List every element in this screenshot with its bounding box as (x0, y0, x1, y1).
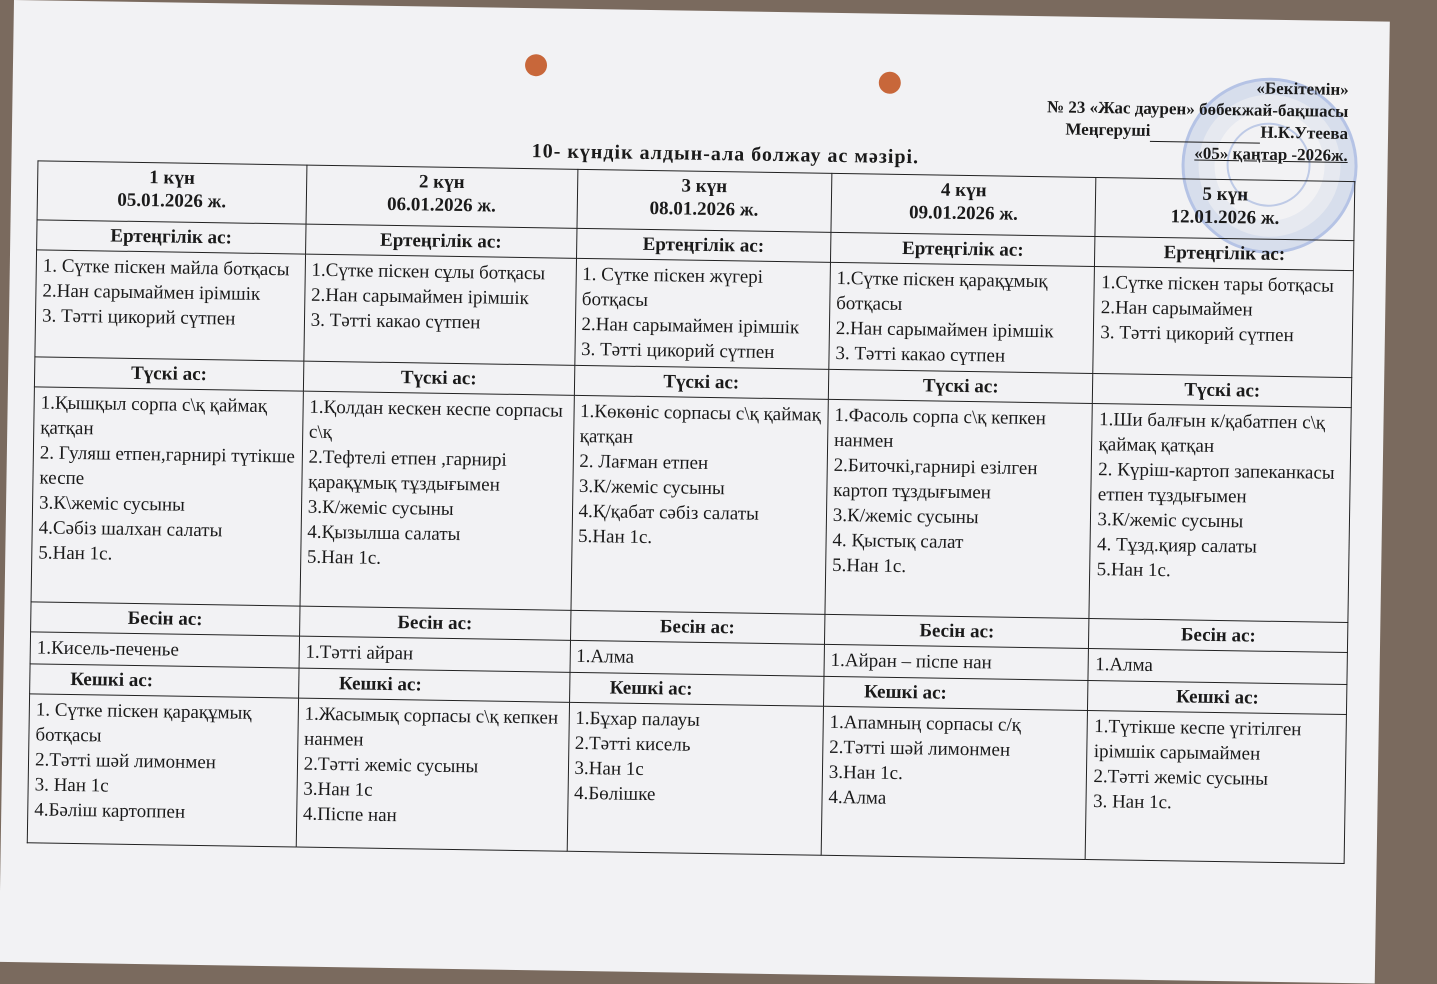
lunch-items: 1.Фасоль сорпа с\қ кепкен нанмен 2.Биточкі,гарнирі езілген картоп тұздығымен 3.К/жеміс сусыны 4. Қыстық салат 5.Нан 1с. (825, 399, 1093, 618)
lunch-items: 1.Қолдан кескен кеспе сорпасы с\қ 2.Тефтелі етпен ,гарнирі қарақұмық тұздығымен 3.К/жеміс сусыны 4.Қызылша салаты 5.Нан 1с. (300, 391, 574, 610)
dinner-items: 1.Апамның сорпасы с/қ 2.Тәтті шәй лимонмен 3.Нан 1с. 4.Алма (821, 706, 1088, 859)
institution-name: № 23 «Жас даурен» бөбекжай-бақшасы (1046, 97, 1349, 121)
punch-hole (879, 72, 901, 94)
dinner-label: Кешкі ас: (823, 676, 1088, 710)
breakfast-row (35, 250, 1354, 378)
snack-label: Бесін ас: (824, 614, 1089, 648)
breakfast-label: Ертеңгілік ас: (305, 224, 576, 258)
menu-table (27, 160, 1356, 864)
breakfast-items: 1.Сүтке піскен қарақұмық ботқасы 2.Нан сарымаймен ірімшік 3. Тәтті какао сүтпен (829, 262, 1095, 373)
dinner-items: 1. Сүтке піскен қарақұмық ботқасы 2.Тәтті шәй лимонмен 3. Нан 1с 4.Бәліш картоппен (27, 694, 298, 847)
lunch-label: Түскі ас: (1093, 373, 1352, 407)
snack-label: Бесін ас: (570, 610, 825, 644)
day-header: 1 күн 05.01.2026 ж. (37, 161, 307, 224)
dinner-row (27, 694, 1346, 864)
breakfast-label: Ертеңгілік ас: (1095, 237, 1354, 271)
breakfast-label: Ертеңгілік ас: (37, 220, 306, 254)
snack-item: 1.Кисель-печенье (30, 632, 299, 668)
day-header: 3 күн 08.01.2026 ж. (576, 169, 831, 232)
dinner-items: 1.Бұхар палауы 2.Тәтті кисель 3.Нан 1с 4.Бөлішке (567, 702, 824, 855)
snack-item: 1.Айран – піспе нан (824, 644, 1089, 680)
breakfast-label: Ертеңгілік ас: (576, 228, 831, 262)
day-header: 2 күн 06.01.2026 ж. (306, 165, 578, 228)
snack-item: 1.Алма (570, 640, 825, 676)
approval-heading: «Бекітемін» (1256, 78, 1349, 99)
page-title: 10- күндік алдын-ала болжау ас мәзірі. (531, 140, 920, 169)
dinner-items: 1.Түтікше кеспе үгітілген ірімшік сарымаймен 2.Тәтті жеміс сусыны 3. Нан 1с. (1086, 710, 1347, 863)
snack-label: Бесін ас: (299, 606, 570, 640)
lunch-items: 1.Қышқыл сорпа с\қ қаймақ қатқан 2. Гуляш етпен,гарнирі түтікше кеспе 3.К\жеміс сусыны 4.Сәбіз шалхан салаты 5.Нан 1с. (31, 387, 303, 606)
dinner-label: Кешкі ас: (298, 668, 569, 702)
snack-item: 1.Тәтті айран (299, 636, 570, 672)
manager-line: Меңгеруші Н.К.Утеева (1065, 119, 1349, 143)
breakfast-items: 1.Сүтке піскен тары ботқасы 2.Нан сарымаймен 3. Тәтті цикорий сүтпен (1093, 267, 1353, 378)
breakfast-items: 1.Сүтке піскен сұлы ботқасы 2.Нан сарымаймен ірімшік 3. Тәтті какао сүтпен (304, 254, 576, 365)
day-header: 5 күн 12.01.2026 ж. (1095, 178, 1354, 241)
lunch-items: 1.Көкөніс сорпасы с\қ қаймақ қатқан 2. Лағман етпен 3.К/жеміс сусыны 4.Қ/қабат сәбіз салаты 5.Нан 1с. (570, 395, 828, 614)
breakfast-label: Ертеңгілік ас: (830, 232, 1095, 266)
punch-hole (525, 54, 547, 76)
dinner-label: Кешкі ас: (1088, 680, 1347, 714)
snack-label: Бесін ас: (1089, 618, 1348, 652)
breakfast-items: 1. Сүтке піскен майла ботқасы 2.Нан сарымаймен ірімшік 3. Тәтті цикорий сүтпен (35, 250, 305, 361)
snack-item: 1.Алма (1088, 648, 1347, 684)
day-header: 4 күн 09.01.2026 ж. (831, 173, 1097, 236)
lunch-label: Түскі ас: (303, 361, 574, 395)
approval-block (1046, 74, 1349, 167)
lunch-items: 1.Ши балғын к/қабатпен с\қ қаймақ қатқан 2. Күріш-картоп запеканкасы етпен тұздығымен 3.К/жеміс сусыны 4. Тұзд.қияр салаты 5.Нан 1с. (1089, 403, 1351, 622)
dinner-items: 1.Жасымық сорпасы с\қ кепкен нанмен 2.Тәтті жеміс сусыны 3.Нан 1с 4.Піспе нан (296, 698, 569, 851)
lunch-label: Түскі ас: (828, 369, 1093, 403)
breakfast-items: 1. Сүтке піскен жүгері ботқасы 2.Нан сарымаймен ірімшік 3. Тәтті цикорий сүтпен (574, 258, 830, 369)
lunch-label: Түскі ас: (574, 365, 829, 399)
snack-label: Бесін ас: (31, 602, 300, 636)
dinner-label: Кешкі ас: (30, 664, 299, 698)
dinner-label: Кешкі ас: (569, 672, 824, 706)
lunch-row (31, 387, 1351, 623)
signature (1150, 125, 1260, 144)
approval-date: «05» қаңтар -2026ж. (1194, 143, 1348, 165)
lunch-label: Түскі ас: (34, 357, 303, 391)
manager-name: Н.К.Утеева (1260, 122, 1349, 143)
